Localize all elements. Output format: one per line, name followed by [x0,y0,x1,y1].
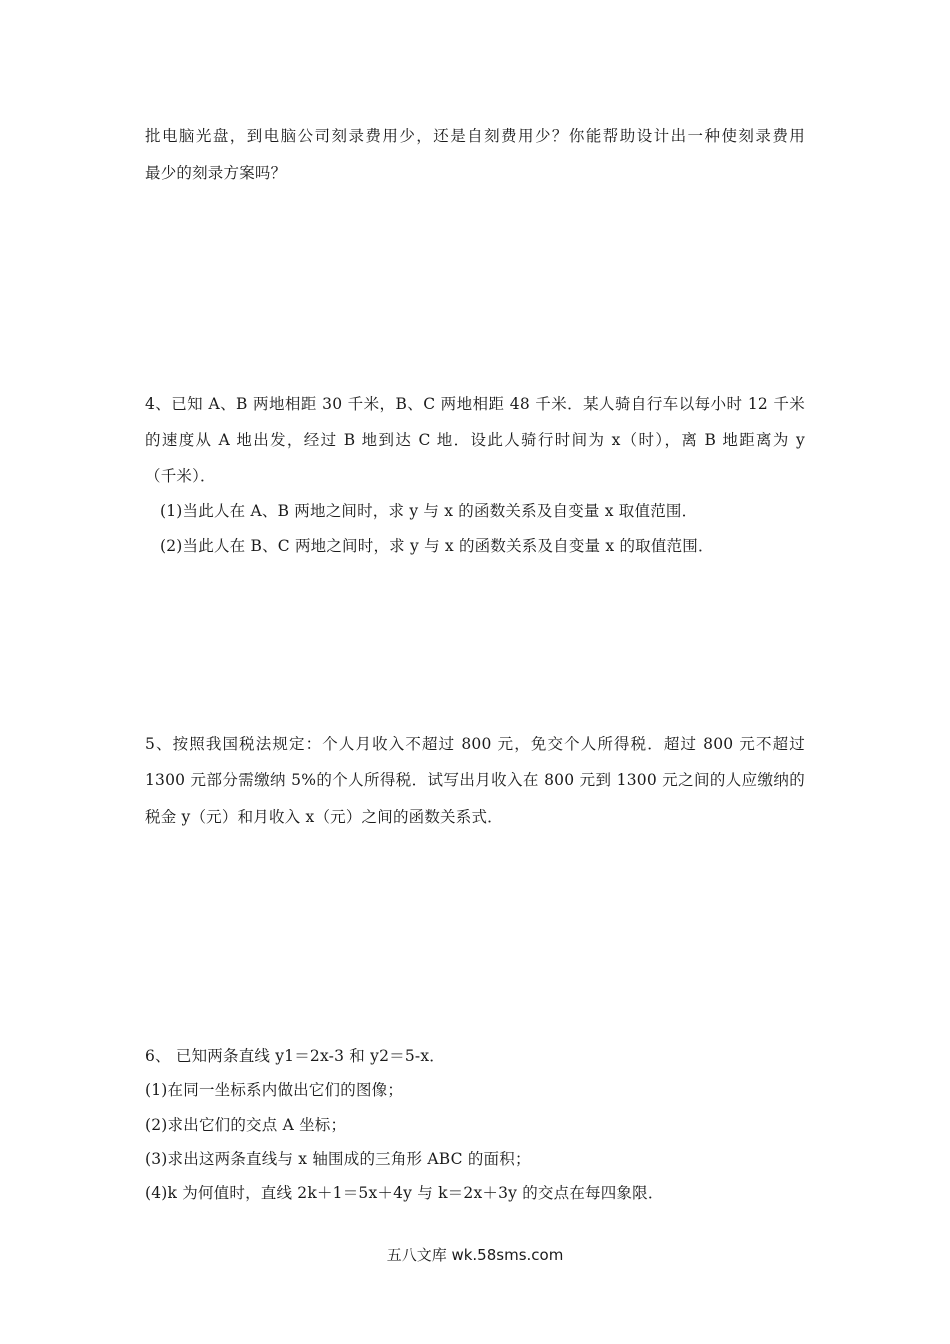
problem-5-line-1: 5、按照我国税法规定：个人月收入不超过 800 元，免交个人所得税．超过 800 元不超过 [145,735,805,753]
problem-3-line-1: 批电脑光盘，到电脑公司刻录费用少，还是自刻费用少？你能帮助设计出一种使刻录费用 [145,127,805,145]
problem-4-line-2: 的速度从 A 地出发，经过 B 地到达 C 地．设此人骑行时间为 x（时），离 B 地距离为 y [145,431,805,449]
problem-5-line-2: 1300 元部分需缴纳 5%的个人所得税．试写出月收入在 800 元到 1300 元之间的人应缴纳的 [145,771,805,789]
problem-6-line-1: 6、 已知两条直线 y1＝2x-3 和 y2＝5-x． [145,1047,445,1065]
problem-5-line-3: 税金 y（元）和月收入 x（元）之间的函数关系式． [145,808,503,826]
problem-4-line-1: 4、已知 A、B 两地相距 30 千米，B、C 两地相距 48 千米．某人骑自行车以每小时 12 千米 [145,395,805,413]
problem-4-sub-1: (1)当此人在 A、B 两地之间时，求 y 与 x 的函数关系及自变量 x 取值范围． [160,502,698,520]
problem-4-sub-2: (2)当此人在 B、C 两地之间时，求 y 与 x 的函数关系及自变量 x 的取值范围． [160,537,714,555]
footer-watermark: 五八文库 wk.58sms.com [386,1246,564,1264]
problem-6-sub-2: (2)求出它们的交点 A 坐标； [145,1116,347,1134]
problem-6-sub-4: (4)k 为何值时，直线 2k＋1＝5x＋4y 与 k＝2x＋3y 的交点在每四象限． [145,1184,664,1202]
problem-3-line-2: 最少的刻录方案吗？ [145,164,287,182]
problem-4-line-3: （千米）． [145,467,216,485]
problem-6-sub-1: (1)在同一坐标系内做出它们的图像； [145,1081,404,1099]
problem-6-sub-3: (3)求出这两条直线与 x 轴围成的三角形 ABC 的面积； [145,1150,531,1168]
